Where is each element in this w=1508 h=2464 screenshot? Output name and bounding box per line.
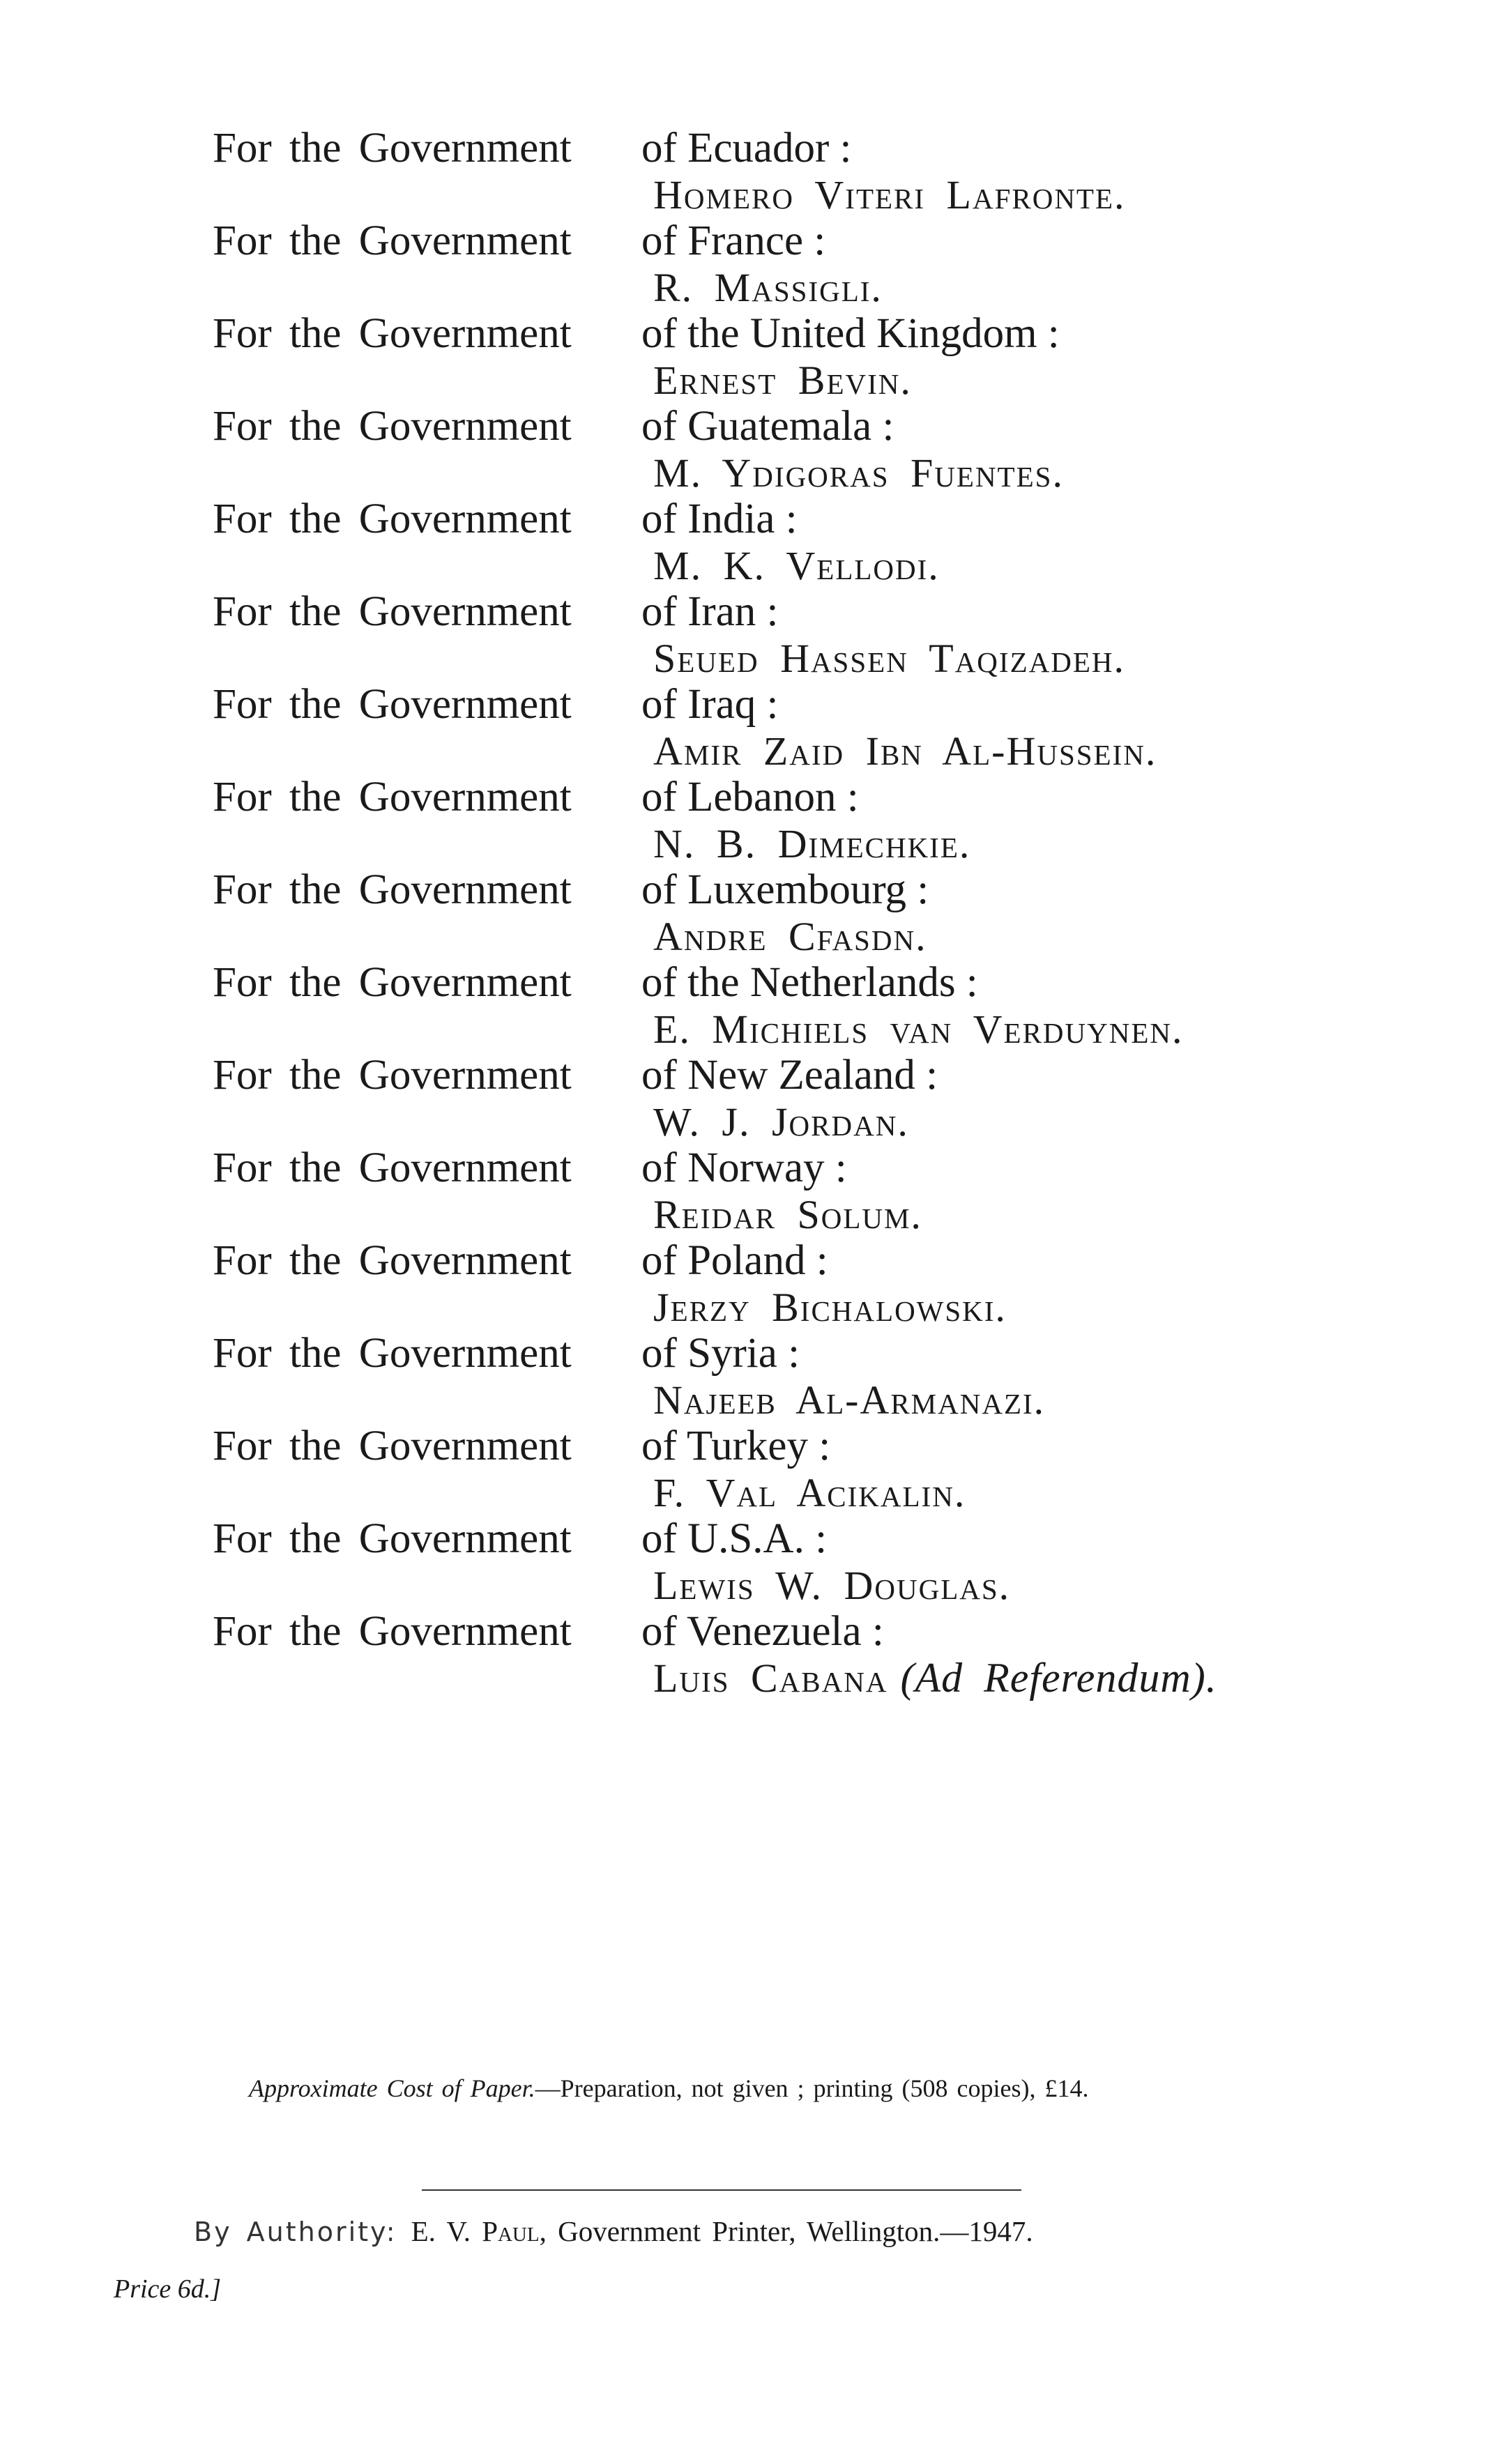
government-prefix: For the Government: [213, 1330, 572, 1377]
country-name: of Ecuador :: [641, 125, 852, 171]
signature-entry-norway: [213, 1145, 1328, 1238]
signature-note: (Ad Referendum).: [900, 1655, 1217, 1701]
government-line: [213, 867, 1328, 913]
divider-rule: [422, 2189, 1021, 2191]
government-prefix: For the Government: [213, 959, 572, 1006]
signatory-name: M. Ydigoras Fuentes.: [653, 450, 1064, 496]
signature-entry-usa: [213, 1516, 1328, 1609]
government-prefix: For the Government: [213, 1237, 572, 1284]
signature-entry-guatemala: [213, 404, 1328, 496]
country-name: of the Netherlands :: [641, 959, 978, 1006]
government-prefix: For the Government: [213, 1608, 572, 1655]
government-line: [213, 1238, 1328, 1284]
signatory-name: Luis Cabana: [653, 1655, 888, 1701]
signature-entry-ecuador: [213, 125, 1328, 218]
government-line: [213, 218, 1328, 264]
government-prefix: For the Government: [213, 681, 572, 728]
authority-label: By Authority:: [194, 2217, 397, 2247]
government-line: [213, 1423, 1328, 1469]
government-line: [213, 496, 1328, 542]
government-prefix: For the Government: [213, 866, 572, 913]
government-line: [213, 960, 1328, 1006]
signature-entry-poland: [213, 1238, 1328, 1331]
signature-entry-syria: [213, 1331, 1328, 1423]
country-name: of Luxembourg :: [641, 866, 929, 913]
signatory-name: W. J. Jordan.: [653, 1099, 909, 1145]
signatory-name: Homero Viteri Lafronte.: [653, 172, 1126, 217]
government-line: [213, 1145, 1328, 1191]
government-prefix: For the Government: [213, 1515, 572, 1562]
country-name: of U.S.A. :: [641, 1515, 828, 1562]
signatory-name: Lewis W. Douglas.: [653, 1563, 1011, 1608]
cost-label: Approximate Cost of Paper.: [249, 2074, 535, 2102]
country-name: of Lebanon :: [641, 774, 859, 820]
government-line: [213, 311, 1328, 357]
country-name: of Venezuela :: [641, 1608, 884, 1655]
signature-entry-iran: [213, 589, 1328, 682]
government-prefix: For the Government: [213, 217, 572, 264]
government-line: [213, 125, 1328, 171]
government-line: [213, 682, 1328, 728]
government-prefix: For the Government: [213, 310, 572, 357]
signature-entry-lebanon: [213, 774, 1328, 867]
signatory-name: Jerzy Bichalowski.: [653, 1285, 1007, 1330]
signatory-name: E. Michiels van Verduynen.: [653, 1007, 1184, 1052]
government-prefix: For the Government: [213, 403, 572, 450]
country-name: of Iraq :: [641, 681, 779, 728]
government-prefix: For the Government: [213, 588, 572, 635]
signatory-name: F. Val Acikalin.: [653, 1470, 966, 1515]
country-name: of New Zealand :: [641, 1052, 938, 1099]
signatory-name: Andre Cfasdn.: [653, 914, 927, 959]
authority-line: [194, 2214, 1033, 2248]
signatory-name: Najeeb Al-Armanazi.: [653, 1377, 1046, 1423]
signature-entry-luxembourg: [213, 867, 1328, 960]
signatory-name: Ernest Bevin.: [653, 358, 912, 403]
country-name: of Poland :: [641, 1237, 828, 1284]
government-line: [213, 1516, 1328, 1562]
government-line: [213, 1053, 1328, 1099]
country-name: of France :: [641, 217, 826, 264]
printer-name: E. V. Paul,: [411, 2215, 547, 2247]
cost-text: —Preparation, not given ; printing (508 copies), £14.: [535, 2074, 1089, 2102]
government-prefix: For the Government: [213, 1145, 572, 1191]
government-line: [213, 1331, 1328, 1377]
signatory-name: N. B. Dimechkie.: [653, 821, 971, 866]
signatory-line: [653, 1655, 1328, 1701]
government-line: [213, 1609, 1328, 1655]
signature-entry-netherlands: [213, 960, 1328, 1053]
signature-entry-venezuela: [213, 1609, 1328, 1701]
country-name: of India :: [641, 496, 798, 542]
signatory-name: Reidar Solum.: [653, 1192, 922, 1237]
government-prefix: For the Government: [213, 496, 572, 542]
country-name: of Turkey :: [641, 1423, 831, 1469]
signatory-name: M. K. Vellodi.: [653, 543, 940, 588]
government-prefix: For the Government: [213, 774, 572, 820]
signatory-name: Seued Hassen Taqizadeh.: [653, 636, 1125, 681]
government-prefix: For the Government: [213, 1423, 572, 1469]
price-note: Price 6d.]: [114, 2274, 222, 2304]
government-line: [213, 589, 1328, 635]
signatory-name: R. Massigli.: [653, 265, 883, 310]
signature-entry-iraq: [213, 682, 1328, 774]
signature-entry-france: [213, 218, 1328, 311]
signatory-name: Amir Zaid Ibn Al-Hussein.: [653, 728, 1157, 774]
signature-entry-united-kingdom: [213, 311, 1328, 404]
signature-list: [213, 125, 1328, 1701]
signature-entry-india: [213, 496, 1328, 589]
cost-note: [249, 2074, 1089, 2103]
signature-entry-turkey: [213, 1423, 1328, 1516]
signature-entry-new-zealand: [213, 1053, 1328, 1145]
country-name: of Guatemala :: [641, 403, 894, 450]
government-prefix: For the Government: [213, 1052, 572, 1099]
government-line: [213, 404, 1328, 450]
country-name: of Norway :: [641, 1145, 847, 1191]
country-name: of the United Kingdom :: [641, 310, 1060, 357]
country-name: of Iran :: [641, 588, 779, 635]
country-name: of Syria :: [641, 1330, 800, 1377]
printer-details: Government Printer, Wellington.—1947.: [558, 2215, 1033, 2247]
government-prefix: For the Government: [213, 125, 572, 171]
government-line: [213, 774, 1328, 820]
